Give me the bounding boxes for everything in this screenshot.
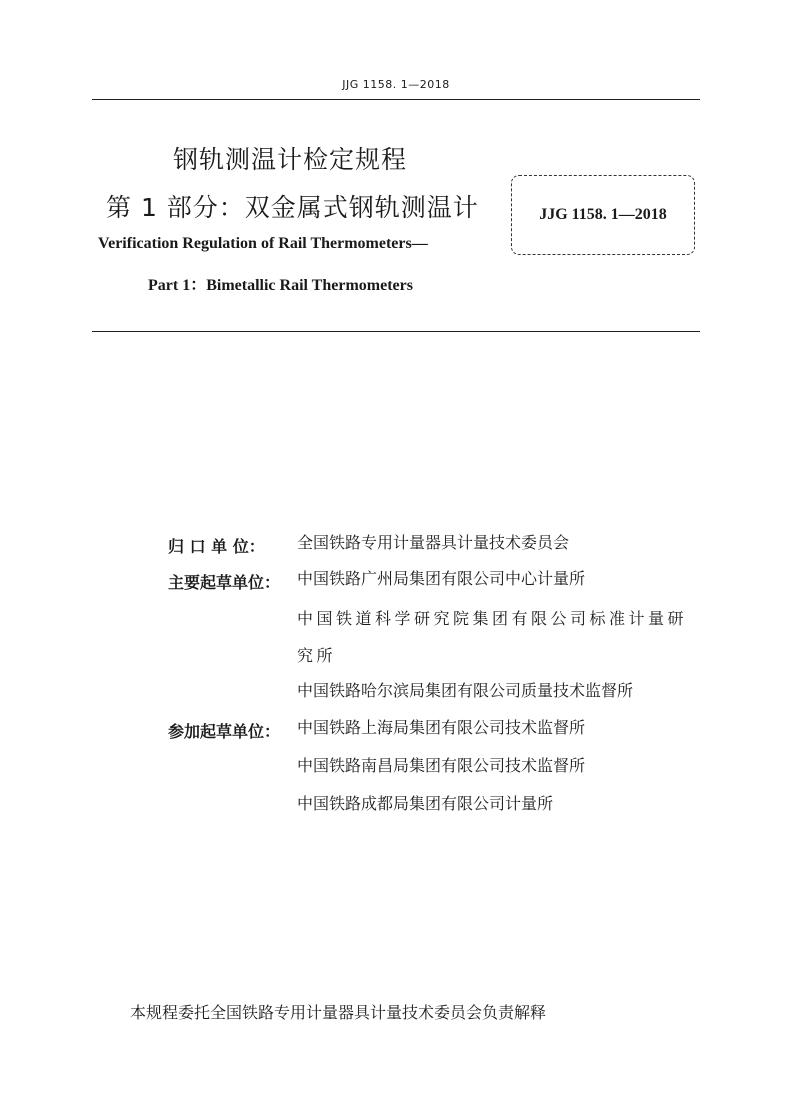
main-drafter-1: 中国铁路广州局集团有限公司中心计量所 xyxy=(297,569,586,588)
unit-row-main-drafter-3 xyxy=(0,673,792,709)
header-standard-code: JJG 1158. 1—2018 xyxy=(342,78,450,91)
title-chinese-part: 第 1 部分：双金属式钢轨测温计 xyxy=(106,193,479,222)
unit-row-participating-drafter-1 xyxy=(0,710,792,746)
participating-drafter-3: 中国铁路成都局集团有限公司计量所 xyxy=(297,794,554,813)
participating-drafter-2: 中国铁路南昌局集团有限公司技术监督所 xyxy=(297,756,586,775)
standard-code-box-text: JJG 1158. 1—2018 xyxy=(539,206,667,223)
responsible-unit-label: 归 口 单 位： xyxy=(168,537,265,556)
title-english-main: Verification Regulation of Rail Thermometers— xyxy=(98,235,428,252)
unit-row-main-drafter-1 xyxy=(0,561,792,597)
title-divider xyxy=(92,331,700,332)
interpretation-note: 本规程委托全国铁路专用计量器具计量技术委员会负责解释 xyxy=(130,1003,547,1022)
main-drafter-3: 中国铁路哈尔滨局集团有限公司质量技术监督所 xyxy=(297,681,634,700)
unit-row-main-drafter-2 xyxy=(0,600,792,676)
header-divider xyxy=(92,99,700,100)
participating-drafter-1: 中国铁路上海局集团有限公司技术监督所 xyxy=(297,718,586,737)
responsible-unit-value: 全国铁路专用计量器具计量技术委员会 xyxy=(297,533,570,552)
unit-row-participating-drafter-3 xyxy=(0,786,792,822)
main-drafters-label: 主要起草单位： xyxy=(168,573,281,592)
unit-row-responsible xyxy=(0,525,792,561)
title-chinese-main: 钢轨测温计检定规程 xyxy=(173,145,408,174)
main-drafter-2: 中国铁道科学研究院集团有限公司标准计量研究所 xyxy=(297,609,688,665)
title-english-part: Part 1：Bimetallic Rail Thermometers xyxy=(148,277,413,294)
unit-row-participating-drafter-2 xyxy=(0,748,792,784)
standard-code-box xyxy=(511,175,695,255)
participating-drafters-label: 参加起草单位： xyxy=(168,722,281,741)
